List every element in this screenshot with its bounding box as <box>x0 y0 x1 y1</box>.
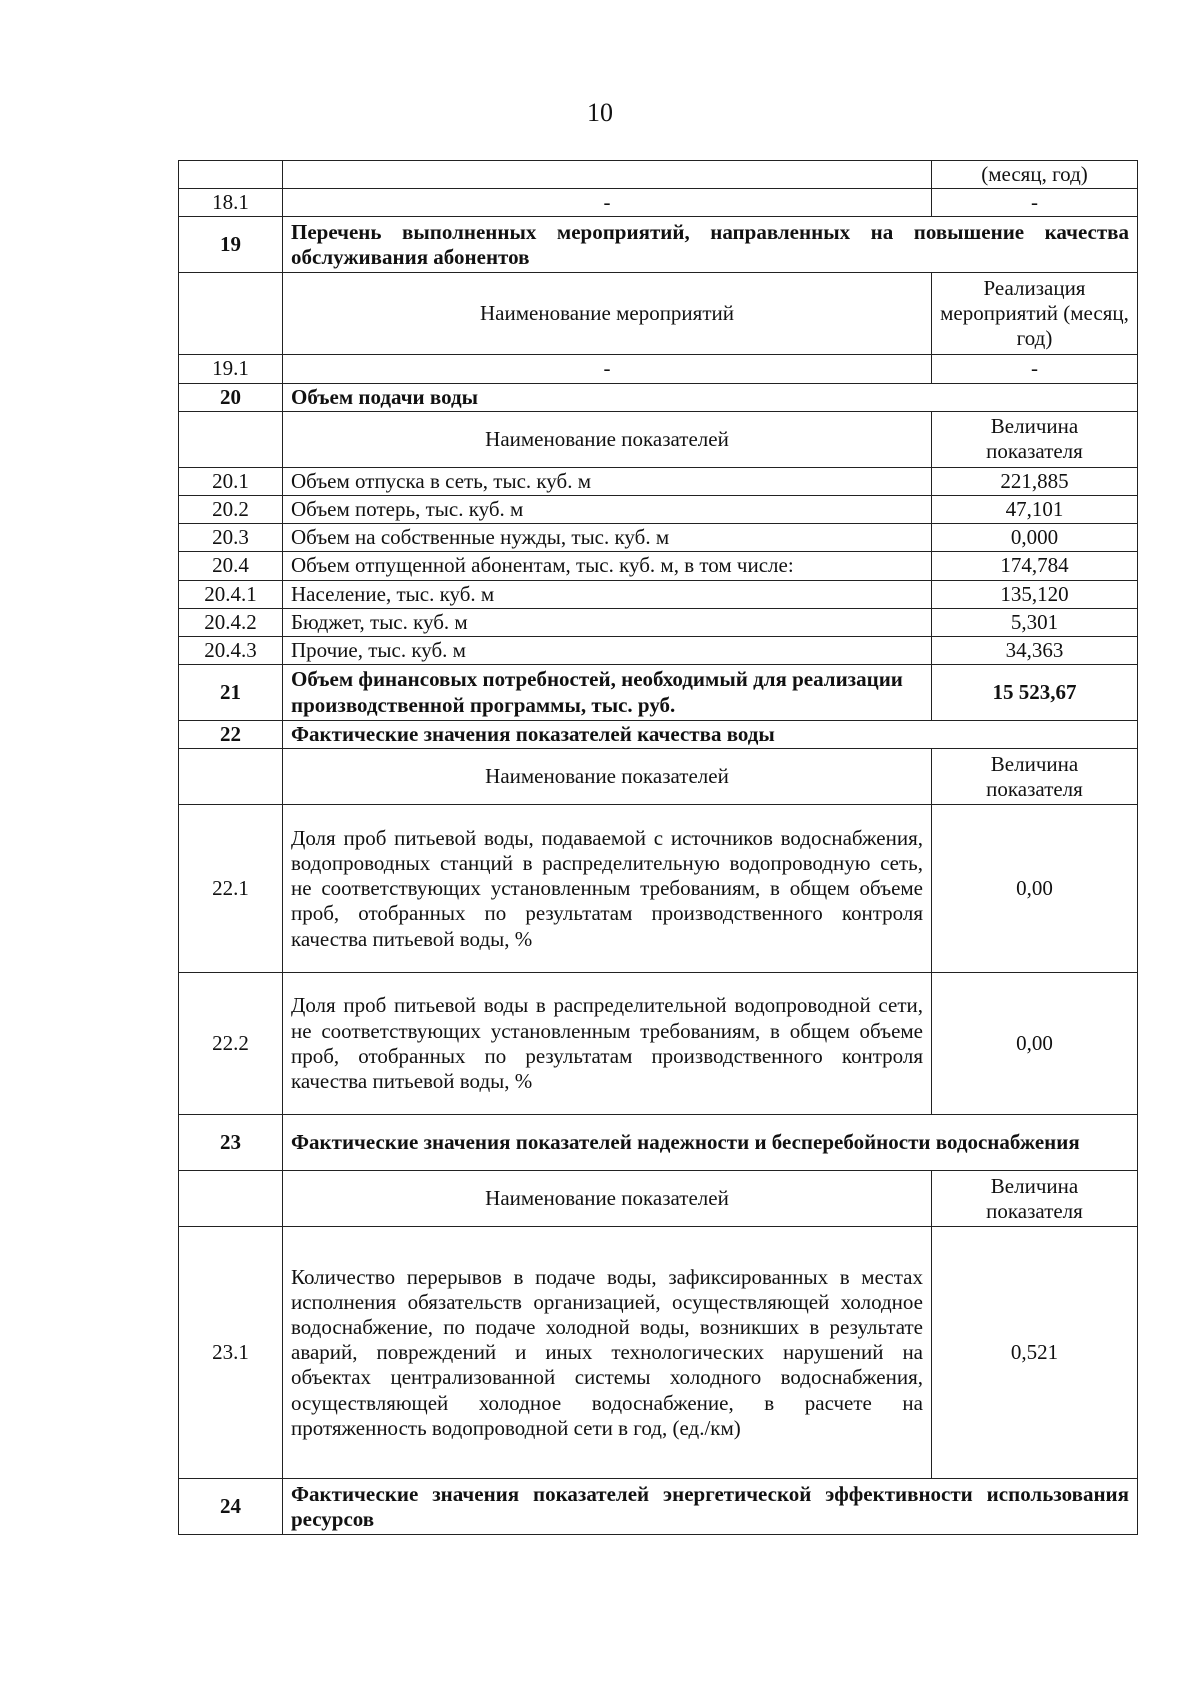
row-name: Объем финансовых потребностей, необходимый для реализации производственной программы, тыс. руб. <box>283 665 932 721</box>
row-value: 135,120 <box>932 580 1138 608</box>
header-row <box>179 411 1138 467</box>
column-header-value: Реализация мероприятий (месяц, год) <box>932 273 1138 355</box>
table-row <box>179 467 1138 495</box>
section-title: Фактические значения показателей энергетической эффективности использования ресурсов <box>283 1479 1138 1535</box>
row-value: 0,00 <box>932 805 1138 973</box>
section-title: Объем подачи воды <box>283 383 1138 411</box>
section-row <box>179 383 1138 411</box>
table-row <box>179 636 1138 664</box>
production-program-table <box>178 160 1138 1535</box>
section-row <box>179 217 1138 273</box>
table-row <box>179 1227 1138 1479</box>
row-value: 34,363 <box>932 636 1138 664</box>
header-row <box>179 749 1138 805</box>
row-number: 18.1 <box>179 189 283 217</box>
table-row <box>179 495 1138 523</box>
row-number: 20.4 <box>179 552 283 580</box>
column-header-value: Величина показателя <box>932 1171 1138 1227</box>
table-row <box>179 608 1138 636</box>
row-number: 23.1 <box>179 1227 283 1479</box>
section-number: 20 <box>179 383 283 411</box>
section-number: 22 <box>179 721 283 749</box>
table-row <box>179 552 1138 580</box>
row-number <box>179 161 283 189</box>
row-value: 0,521 <box>932 1227 1138 1479</box>
row-name: Объем потерь, тыс. куб. м <box>283 495 932 523</box>
row-name: Объем на собственные нужды, тыс. куб. м <box>283 524 932 552</box>
header-row <box>179 273 1138 355</box>
row-value: 5,301 <box>932 608 1138 636</box>
column-header-value: Величина показателя <box>932 411 1138 467</box>
column-header-name: Наименование мероприятий <box>283 273 932 355</box>
row-value: - <box>932 355 1138 383</box>
row-name <box>283 161 932 189</box>
section-row <box>179 665 1138 721</box>
header-row <box>179 1171 1138 1227</box>
row-name: Бюджет, тыс. куб. м <box>283 608 932 636</box>
table-row <box>179 355 1138 383</box>
table-row <box>179 189 1138 217</box>
column-header-name: Наименование показателей <box>283 749 932 805</box>
row-number: 19.1 <box>179 355 283 383</box>
row-name: - <box>283 355 932 383</box>
row-value: 15 523,67 <box>932 665 1138 721</box>
section-title: Фактические значения показателей качества воды <box>283 721 1138 749</box>
row-name: Прочие, тыс. куб. м <box>283 636 932 664</box>
row-value: - <box>932 189 1138 217</box>
row-number: 20.2 <box>179 495 283 523</box>
row-name: Доля проб питьевой воды, подаваемой с источников водоснабжения, водопроводных станций в распределительную водопроводную сеть, не соответствующих установленным требованиям, в общем объеме проб, отобранных по результатам производственного контроля качества питьевой воды, % <box>283 805 932 973</box>
page-number: 10 <box>587 98 613 127</box>
row-value: 0,00 <box>932 973 1138 1115</box>
row-name: Объем отпущенной абонентам, тыс. куб. м, в том числе: <box>283 552 932 580</box>
row-number: 22.1 <box>179 805 283 973</box>
row-value: 221,885 <box>932 467 1138 495</box>
empty-cell <box>179 749 283 805</box>
section-row <box>179 1479 1138 1535</box>
column-header-name: Наименование показателей <box>283 1171 932 1227</box>
row-number: 20.4.2 <box>179 608 283 636</box>
empty-cell <box>179 1171 283 1227</box>
row-value: (месяц, год) <box>932 161 1138 189</box>
row-number: 20.4.3 <box>179 636 283 664</box>
section-row <box>179 1115 1138 1171</box>
section-title: Перечень выполненных мероприятий, направленных на повышение качества обслуживания абонентов <box>283 217 1138 273</box>
row-value: 0,000 <box>932 524 1138 552</box>
section-number: 24 <box>179 1479 283 1535</box>
row-name: Доля проб питьевой воды в распределительной водопроводной сети, не соответствующих установленным требованиям, в общем объеме проб, отобранных по результатам производственного контроля качества питьевой воды, % <box>283 973 932 1115</box>
row-value: 174,784 <box>932 552 1138 580</box>
section-number: 19 <box>179 217 283 273</box>
row-number: 20.3 <box>179 524 283 552</box>
section-number: 21 <box>179 665 283 721</box>
empty-cell <box>179 411 283 467</box>
table-row <box>179 161 1138 189</box>
row-name: - <box>283 189 932 217</box>
table-row <box>179 805 1138 973</box>
section-row <box>179 721 1138 749</box>
table-row <box>179 580 1138 608</box>
column-header-value: Величина показателя <box>932 749 1138 805</box>
section-number: 23 <box>179 1115 283 1171</box>
row-number: 20.4.1 <box>179 580 283 608</box>
section-title: Фактические значения показателей надежности и бесперебойности водоснабжения <box>283 1115 1138 1171</box>
empty-cell <box>179 273 283 355</box>
row-value: 47,101 <box>932 495 1138 523</box>
row-name: Население, тыс. куб. м <box>283 580 932 608</box>
column-header-name: Наименование показателей <box>283 411 932 467</box>
table-row <box>179 524 1138 552</box>
row-number: 20.1 <box>179 467 283 495</box>
row-number: 22.2 <box>179 973 283 1115</box>
row-name: Количество перерывов в подаче воды, зафиксированных в местах исполнения обязательств организацией, осуществляющей холодное водоснабжение, по подаче холодной воды, возникших в результате аварий, повреждений и иных технологических нарушений на объектах централизованной системы холодного водоснабжения, осуществляющей холодное водоснабжение, в расчете на протяженность водопроводной сети в год, (ед./км) <box>283 1227 932 1479</box>
table-row <box>179 973 1138 1115</box>
row-name: Объем отпуска в сеть, тыс. куб. м <box>283 467 932 495</box>
